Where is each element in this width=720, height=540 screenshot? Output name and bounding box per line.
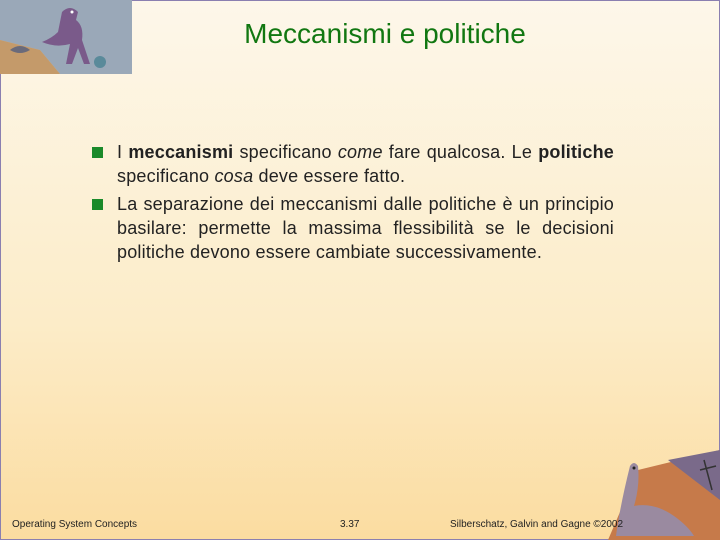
- dinosaur-illustration-top-left: [0, 0, 132, 74]
- text-run: fare qualcosa. Le: [382, 142, 539, 162]
- text-run: specificano: [117, 166, 215, 186]
- keyword-politiche: politiche: [538, 142, 614, 162]
- footer-page-number: 3.37: [340, 519, 360, 530]
- bullet-text: [117, 140, 614, 188]
- footer-authors: Silberschatz, Galvin and Gagne ©2002: [450, 519, 624, 530]
- emphasis-come: come: [337, 142, 383, 162]
- text-run: I: [117, 142, 129, 162]
- slide-title: Meccanismi e politiche: [244, 18, 526, 49]
- emphasis-cosa: cosa: [214, 166, 254, 186]
- square-bullet-icon: [92, 199, 103, 210]
- dinosaur-illustration-bottom-right: [608, 450, 720, 540]
- square-bullet-icon: [92, 147, 103, 158]
- text-run: La separazione dei meccanismi dalle politiche è un principio basilare: permette la massima flessibilità se le decisioni politiche devono essere cambiate successivamente.: [117, 194, 614, 262]
- bullet-text: [117, 192, 614, 264]
- bullet-item: [92, 140, 614, 188]
- bullet-item: [92, 192, 614, 264]
- footer-book-title: Operating System Concepts: [12, 519, 138, 530]
- slide-content: [92, 140, 614, 268]
- text-run: deve essere fatto.: [253, 166, 406, 186]
- keyword-meccanismi: meccanismi: [128, 142, 234, 162]
- text-run: specificano: [233, 142, 338, 162]
